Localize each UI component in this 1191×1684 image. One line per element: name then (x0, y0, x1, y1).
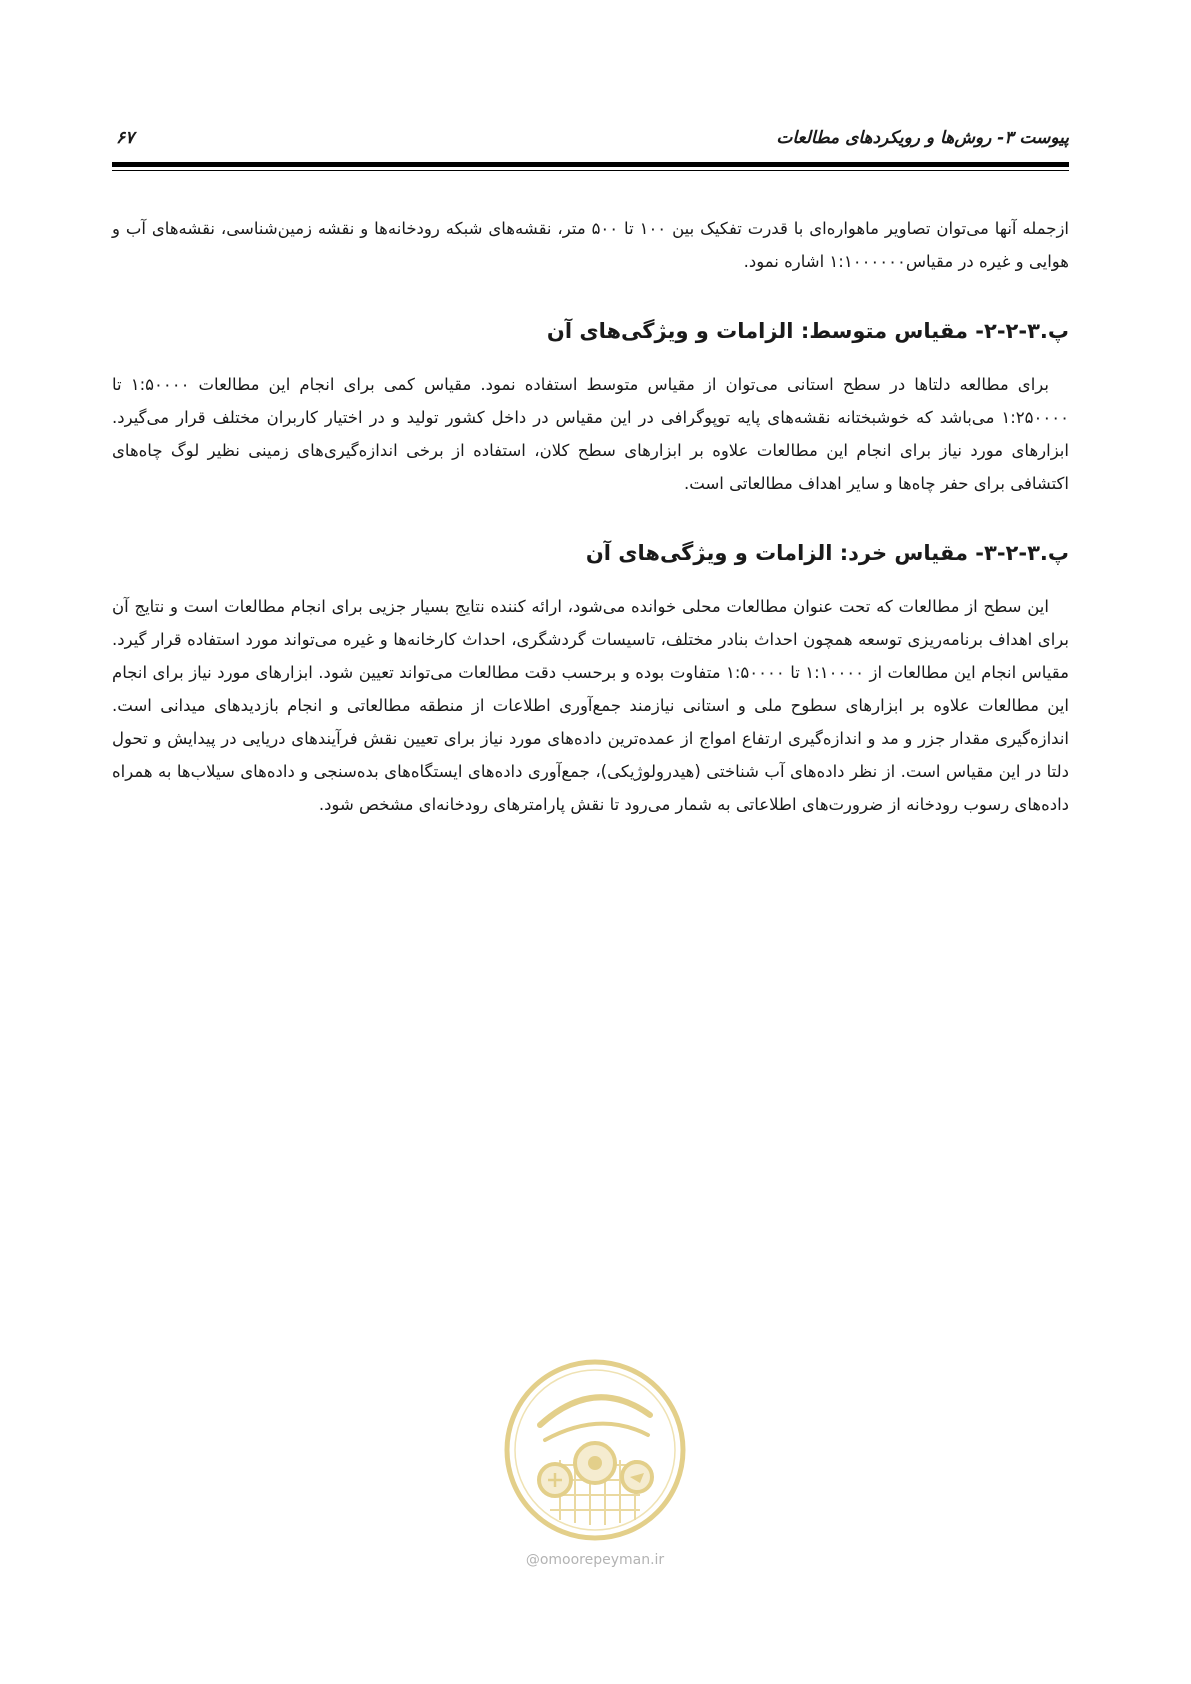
page-number: ۶۷ (116, 128, 135, 148)
intro-paragraph: ازجمله آنها می‌توان تصاویر ماهواره‌ای با قدرت تفکیک بین ۱۰۰ تا ۵۰۰ متر، نقشه‌های شبکه رودخانه‌ها و نقشه زمین‌شناسی، نقشه‌های آب و هوایی و غیره در مقیاس۱:۱۰۰۰۰۰۰ اشاره نمود. (112, 219, 1070, 271)
watermark-logo (500, 1355, 690, 1545)
heading-small-scale: پ.۳-۲-۳- مقیاس خرد: الزامات و ویژگی‌های آن (585, 541, 1069, 565)
medium-scale-paragraph: برای مطالعه دلتاها در سطح استانی می‌توان از مقیاس متوسط استفاده نمود. مقیاس کمی برای انجام این مطالعات ۱:۵۰۰۰۰ تا ۱:۲۵۰۰۰۰ می‌باشد که خوشبختانه نقشه‌های پایه توپوگرافی در این مقیاس در داخل کشور تولید و در اختیار کاربران مختلف قرار می‌گیرد. ابزارهای مورد نیاز برای انجام این مطالعات علاوه بر ابزارهای سطح کلان، استفاده از برخی اندازه‌گیری‌های زمینی نظیر لوگ چاه‌های اکتشافی برای حفر چاه‌ها و سایر اهداف مطالعاتی است. (112, 375, 1069, 493)
page-header (112, 128, 1069, 156)
heading-medium-scale: پ.۳-۲-۲- مقیاس متوسط: الزامات و ویژگی‌های آن (546, 319, 1069, 343)
document-body (112, 212, 1069, 821)
header-rule-thick (112, 162, 1069, 167)
watermark-site-text: @omoorepeyman.ir (525, 1552, 665, 1568)
header-title: پیوست ۳- روش‌ها و رویکردهای مطالعات (776, 128, 1069, 148)
small-scale-paragraph: این سطح از مطالعات که تحت عنوان مطالعات محلی خوانده می‌شود، ارائه کننده نتایج بسیار جزیی برای انجام مطالعات است و نتایج آن برای اهداف برنامه‌ریزی توسعه همچون احداث بنادر مختلف، تاسیسات گردشگری، احداث کارخانه‌ها و غیره می‌تواند مورد استفاده قرار گیرد. مقیاس انجام این مطالعات از ۱:۱۰۰۰۰ تا ۱:۵۰۰۰۰ متفاوت بوده و برحسب دقت مطالعات می‌تواند تعیین شود. ابزارهای مورد نیاز برای انجام این مطالعات علاوه بر ابزارهای سطوح ملی و استانی نیازمند جمع‌آوری اطلاعات از منطقه مطالعاتی و انجام بازدیدهای میدانی است. اندازه‌گیری مقدار جزر و مد و اندازه‌گیری ارتفاع امواج از عمده‌ترین داده‌های مورد نیاز برای تعیین نقش فرآیندهای دریایی در پیدایش و تحول دلتا در این مقیاس است. از نظر داده‌های آب شناختی (هیدرولوژیکی)، جمع‌آوری داده‌های ایستگاه‌های بده‌سنجی و داده‌های سیلاب‌ها به همراه داده‌های رسوب رودخانه از ضرورت‌های اطلاعاتی به شمار می‌رود تا نقش پارامترهای رودخانه‌ای مشخص شود. (112, 597, 1069, 814)
watermark-seal-icon (500, 1355, 690, 1545)
header-rule-thin (112, 170, 1069, 171)
